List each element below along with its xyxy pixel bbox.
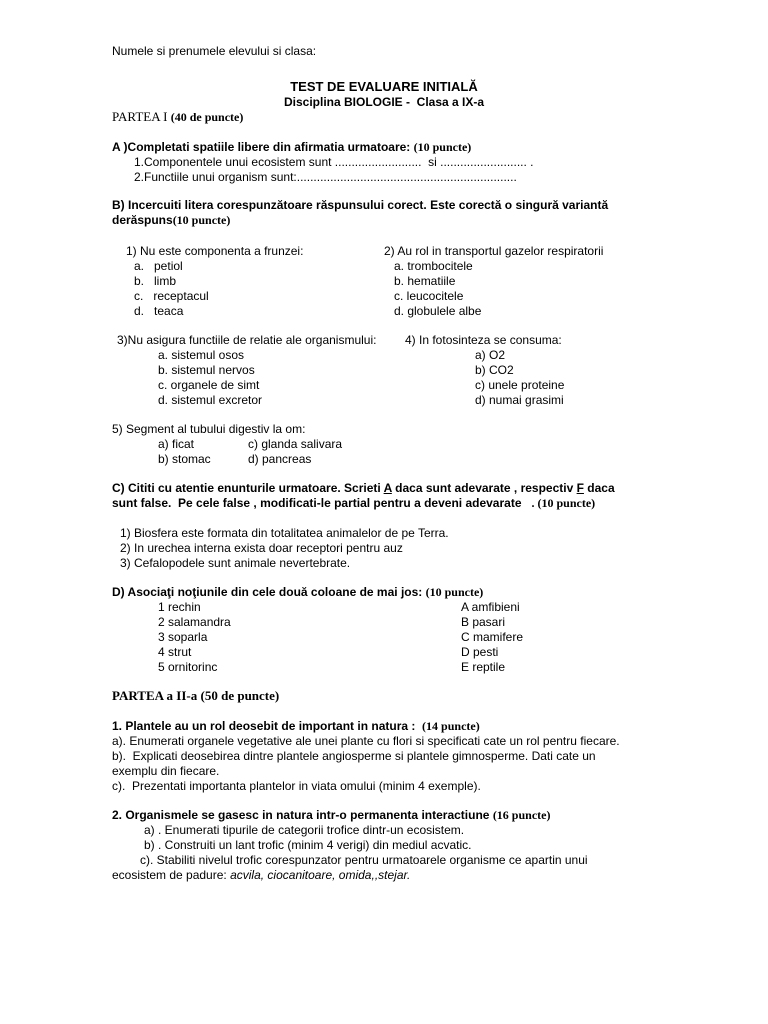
q3-option-c: c. organele de simt (158, 378, 260, 392)
part2-q2-organisms: acvila, ciocanitoare, omida,,stejar. (230, 868, 411, 882)
student-name-label: Numele si prenumele elevului si clasa: (112, 44, 317, 58)
part1-heading (112, 110, 243, 124)
test-title: TEST DE EVALUARE INITIALĂ (290, 79, 478, 94)
q2-option-d: d. globulele albe (394, 304, 482, 318)
part2-q1-points: (14 puncte) (422, 719, 480, 733)
q2-option-b: b. hematiile (394, 274, 456, 288)
q1-option-b: b. limb (134, 274, 177, 288)
q3-option-a: a. sistemul osos (158, 348, 245, 362)
part2-q1-line-b: b). Explicati deosebirea dintre plantele angiosperme si plantele gimnosperme. Dati cate un (112, 749, 596, 763)
section-c-heading-pre: C) Cititi cu atentie enunturile urmatoare. Scrieti (112, 481, 384, 495)
part2-q1-heading-text: 1. Plantele au un rol deosebit de important in natura : (112, 719, 416, 733)
section-c-heading-mid: daca sunt adevarate , respectiv (391, 481, 577, 495)
match-right-c: C mamifere (461, 630, 524, 644)
q4-option-b: b) CO2 (475, 363, 514, 377)
section-d-points: (10 puncte) (425, 585, 484, 599)
section-c-heading-line2 (112, 496, 595, 510)
q1-option-a: a. petiol (134, 259, 183, 273)
section-b-points: (10 puncte) (172, 213, 231, 227)
section-b-heading-line2 (112, 213, 230, 227)
q2-stem: 2) Au rol in transportul gazelor respiratorii (384, 244, 604, 258)
section-a-item-2: 2.Functiile unui organism sunt:.................................................................. (134, 170, 517, 184)
q5-option-d: d) pancreas (248, 452, 312, 466)
match-right-d: D pesti (461, 645, 499, 659)
part2-q2-heading-text: 2. Organismele se gasesc in natura intr-o permanenta interactiune (112, 808, 490, 822)
section-a-colon: : (406, 140, 411, 154)
q5-option-c: c) glanda salivara (248, 437, 343, 451)
q4-option-c: c) unele proteine (475, 378, 565, 392)
part2-q2-points: (16 puncte) (492, 808, 551, 822)
q5-stem: 5) Segment al tubului digestiv la om: (112, 422, 306, 436)
part2-title: PARTEA a II-a (112, 688, 198, 703)
match-left-4: 4 strut (158, 645, 192, 659)
part2-q2-line-a: a) . Enumerati tipurile de categorii trofice dintr-un ecosistem. (144, 823, 465, 837)
q5-option-a: a) ficat (158, 437, 195, 451)
section-c-heading-line1 (112, 481, 615, 495)
match-left-1: 1 rechin (158, 600, 201, 614)
match-right-a: A amfibieni (461, 600, 520, 614)
part2-q2-line-b: b) . Construiti un lant trofic (minim 4 verigi) din mediul acvatic. (144, 838, 472, 852)
match-left-2: 2 salamandra (158, 615, 231, 629)
q2-option-a: a. trombocitele (394, 259, 473, 273)
q1-option-c: c. receptacul (134, 289, 209, 303)
part1-title: PARTEA I (112, 109, 168, 124)
q4-option-d: d) numai grasimi (475, 393, 564, 407)
section-a-item-1: 1.Componentele unui ecosistem sunt .......................... si .......................... . (134, 155, 534, 169)
q1-option-d: d. teaca (134, 304, 184, 318)
section-a-heading (112, 140, 471, 154)
q3-stem: 3)Nu asigura functiile de relatie ale organismului: (117, 333, 377, 347)
section-d-heading-text: D) Asociaţi noţiunile din cele două coloane de mai jos: (112, 585, 423, 599)
section-c-heading-text: sunt false. Pe cele false , modificati-le partial pentru a deveni adevarate (112, 496, 522, 510)
part2-points: (50 de puncte) (200, 688, 280, 703)
q2-option-c: c. leucocitele (394, 289, 464, 303)
q3-option-d: d. sistemul excretor (158, 393, 263, 407)
q4-option-a: a) O2 (475, 348, 506, 362)
match-right-b: B pasari (461, 615, 506, 629)
section-c-heading-post: daca (583, 481, 615, 495)
section-a-points: (10 puncte) (413, 140, 472, 154)
section-c-item-3: 3) Cefalopodele sunt animale nevertebrate. (120, 556, 351, 570)
section-b-heading-text: derăspuns (112, 213, 173, 227)
part2-q1-line-c: c). Prezentati importanta plantelor in viata omului (minim 4 exemple). (112, 779, 481, 793)
match-left-5: 5 ornitorinc (158, 660, 218, 674)
part2-q2-heading (112, 808, 550, 822)
test-subtitle: Disciplina BIOLOGIE - Clasa a IX-a (283, 95, 485, 109)
q5-option-b: b) stomac (158, 452, 211, 466)
part2-heading (112, 689, 279, 703)
q3-option-b: b. sistemul nervos (158, 363, 255, 377)
section-c-item-2: 2) In urechea interna exista doar receptori pentru auz (120, 541, 403, 555)
part2-q1-heading (112, 719, 480, 733)
match-right-e: E reptile (461, 660, 506, 674)
letter-a-true: A (383, 481, 392, 495)
q1-stem: 1) Nu este componenta a frunzei: (126, 244, 304, 258)
section-d-heading (112, 585, 483, 599)
part2-q2-last-pre: ecosistem de padure: (112, 868, 231, 882)
section-a-heading-text: A )Completati spatiile libere din afirmatia urmatoare (112, 140, 407, 154)
part1-points: (40 de puncte) (170, 110, 244, 124)
q4-stem: 4) In fotosinteza se consuma: (405, 333, 562, 347)
section-c-item-1: 1) Biosfera este formata din totalitatea animalelor de pe Terra. (120, 526, 449, 540)
letter-f-false: F (576, 481, 584, 495)
part2-q1-line-a: a). Enumerati organele vegetative ale unei plante cu flori si specificati cate un rol pentru fiecare. (112, 734, 620, 748)
part2-q1-line-b-cont: exemplu din fiecare. (112, 764, 220, 778)
match-left-3: 3 soparla (158, 630, 208, 644)
section-b-heading-line1: B) Incercuiti litera corespunzătoare răspunsului corect. Este corectă o singură variantă (112, 198, 609, 212)
section-c-points: . (10 puncte) (531, 496, 596, 510)
part2-q2-line-c: c). Stabiliti nivelul trofic corespunzator pentru urmatoarele organisme ce apartin unui (140, 853, 588, 867)
part2-q2-line-c-cont (112, 868, 410, 882)
